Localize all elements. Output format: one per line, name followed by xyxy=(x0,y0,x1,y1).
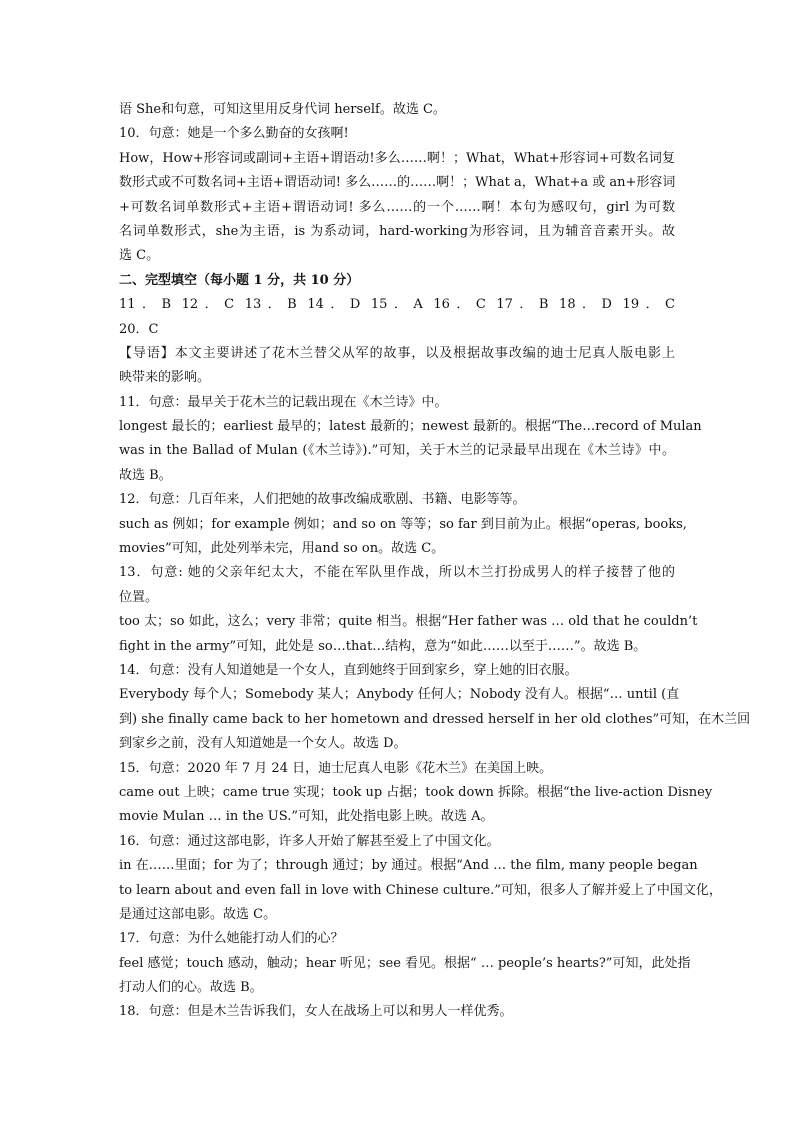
text-line: 11．句意：最早关于花木兰的记载出现在《木兰诗》中。 xyxy=(119,394,448,410)
text-line: feel 感觉；touch 感动，触动；hear 听见；see 看见。根据“ … people’s hearts?”可知，此处指 xyxy=(119,955,691,971)
text-line: too 太；so 如此，这么；very 非常；quite 相当。根据“Her father was … old that he couldn’t xyxy=(119,614,698,630)
text-line: longest 最长的；earliest 最早的；latest 最新的；newest 最新的。根据“The…record of Mulan xyxy=(119,419,702,435)
text-line: 15．句意：2020 年 7 月 24 日，迪士尼真人电影《花木兰》在美国上映。 xyxy=(119,760,553,776)
text-line: 选 C。 xyxy=(119,248,160,264)
text-line: Everybody 每个人；Somebody 某人；Anybody 任何人；Nobody 没有人。根据“… until (直 xyxy=(119,687,680,703)
text-line: movies”可知，此处列举未完，用and so on。故选 C。 xyxy=(119,541,445,557)
text-line: such as 例如；for example 例如；and so on 等等；so far 到目前为止。根据“operas, books, xyxy=(119,516,687,532)
text-line: 17．句意：为什么她能打动人们的心？ xyxy=(119,931,344,947)
text-line: 映带来的影响。 xyxy=(119,370,211,386)
text-line: 【导语】本文主要讲述了花木兰替父从军的故事，以及根据故事改编的迪士尼真人版电影上 xyxy=(119,345,675,361)
text-line: 语 She和句意，可知这里用反身代词 herself。故选 C。 xyxy=(119,102,446,117)
text-line: +可数名词单数形式+主语+谓语动词! 多么……的一个……啊！本句为感叹句，girl 为可数 xyxy=(119,199,675,215)
document-body xyxy=(119,98,751,1025)
text-line: 故选 B。 xyxy=(119,467,172,483)
text-line: 名词单数形式，she为主语，is 为系动词，hard-working为形容词，且为辅音音素开头。故 xyxy=(119,223,675,239)
text-line: 12．句意：几百年来，人们把她的故事改编成歌剧、书籍、电影等等。 xyxy=(119,492,526,508)
text-line: 数形式或不可数名词+主语+谓语动词! 多么……的……啊！；What a，What+a 或 an+形容词 xyxy=(119,175,676,191)
text-line: 14．句意：没有人知道她是一个女人，直到她终于回到家乡，穿上她的旧衣服。 xyxy=(119,662,578,678)
text-line: 是通过这部电影。故选 C。 xyxy=(119,906,277,922)
text-line: fight in the army”可知，此处是 so…that…结构，意为“如此……以至于……”。故选 B。 xyxy=(119,638,647,654)
text-line: came out 上映；came true 实现；took up 占据；took down 拆除。根据“the live-action Disney xyxy=(119,784,713,800)
section-heading: 二、完型填空（每小题 1 分，共 10 分） xyxy=(119,272,360,288)
text-line: 10．句意：她是一个多么勤奋的女孩啊! xyxy=(119,126,349,142)
text-line: was in the Ballad of Mulan (《木兰诗》).”可知，关于木兰的记录最早出现在《木兰诗》中。 xyxy=(119,443,675,459)
text-line: 16．句意：通过这部电影，许多人开始了解甚至爱上了中国文化。 xyxy=(119,833,500,849)
text-line: to learn about and even fall in love with Chinese culture.”可知，很多人了解并爱上了中国文化， xyxy=(119,882,722,898)
text-line: 到) she finally came back to her hometown and dressed herself in her old clothes”可知，在木兰回 xyxy=(119,711,751,727)
text-line: 20．C xyxy=(119,321,159,337)
text-line: movie Mulan … in the US.”可知，此处指电影上映。故选 A。 xyxy=(119,809,494,825)
text-line: 18．句意：但是木兰告诉我们，女人在战场上可以和男人一样优秀。 xyxy=(119,1004,513,1020)
text-line: 13．句意: 她的父亲年纪太大，不能在军队里作战，所以木兰打扮成男人的样子接替了他的 xyxy=(119,565,675,581)
text-line: 位置。 xyxy=(119,589,159,605)
text-line: in 在……里面；for 为了；through 通过；by 通过。根据“And … the film, many people began xyxy=(119,858,698,874)
text-line: 11．B 12．C 13．B 14．D 15．A 16．C 17．B 18．D 19．C xyxy=(119,297,675,313)
text-line: 到家乡之前，没有人知道她是一个女人。故选 D。 xyxy=(119,736,407,752)
text-line: How，How+形容词或副词+主语+谓语动!多么……啊！；What，What+形容词+可数名词复 xyxy=(119,150,675,166)
text-line: 打动人们的心。故选 B。 xyxy=(119,980,263,996)
